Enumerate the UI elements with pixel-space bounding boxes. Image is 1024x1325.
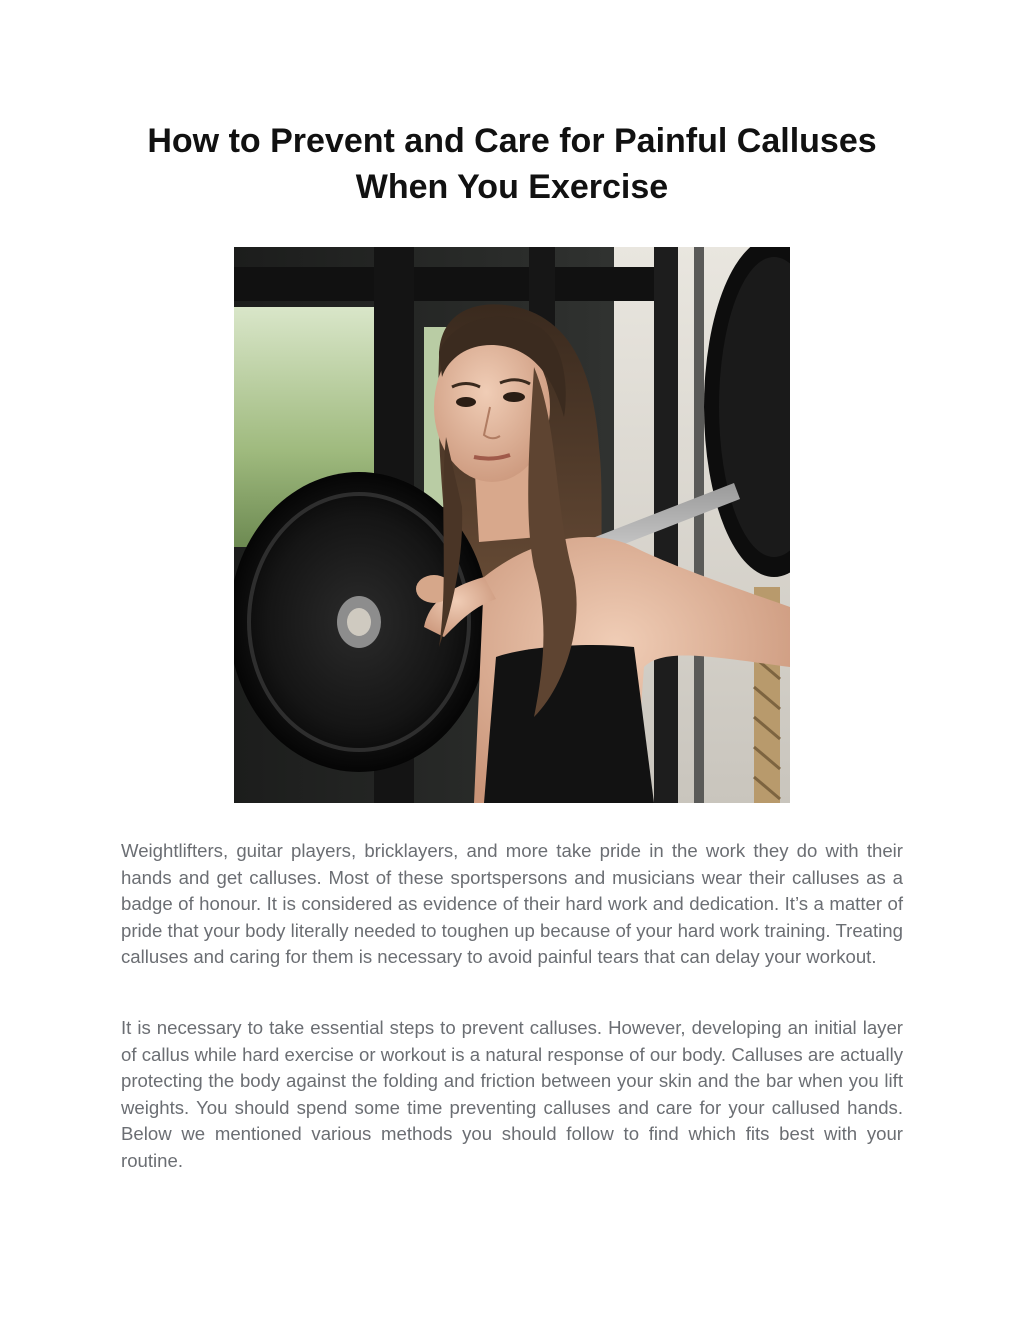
article-title: How to Prevent and Care for Painful Calluses When You Exercise <box>147 122 877 206</box>
woman-barbell-photo <box>234 247 790 803</box>
prevention-paragraph: It is necessary to take essential steps to prevent calluses. However, developing an initial layer of callus while hard exercise or workout is a natural response of our body. Calluses are actually protecting the body against the folding and friction between your skin and the bar when you lift weights. You should spend some time preventing calluses and care for your callused hands. Below we mentioned various methods you should follow to find which fits best with your routine. <box>121 1017 903 1171</box>
intro-paragraph: Weightlifters, guitar players, bricklayers, and more take pride in the work they do with their hands and get calluses. Most of these sportspersons and musicians wear their calluses as a badge of honour. It is considered as evidence of their hard work and dedication. It’s a matter of pride that your body literally needed to toughen up because of your hard work training. Treating calluses and caring for them is necessary to avoid painful tears that can delay your workout. <box>121 840 903 968</box>
